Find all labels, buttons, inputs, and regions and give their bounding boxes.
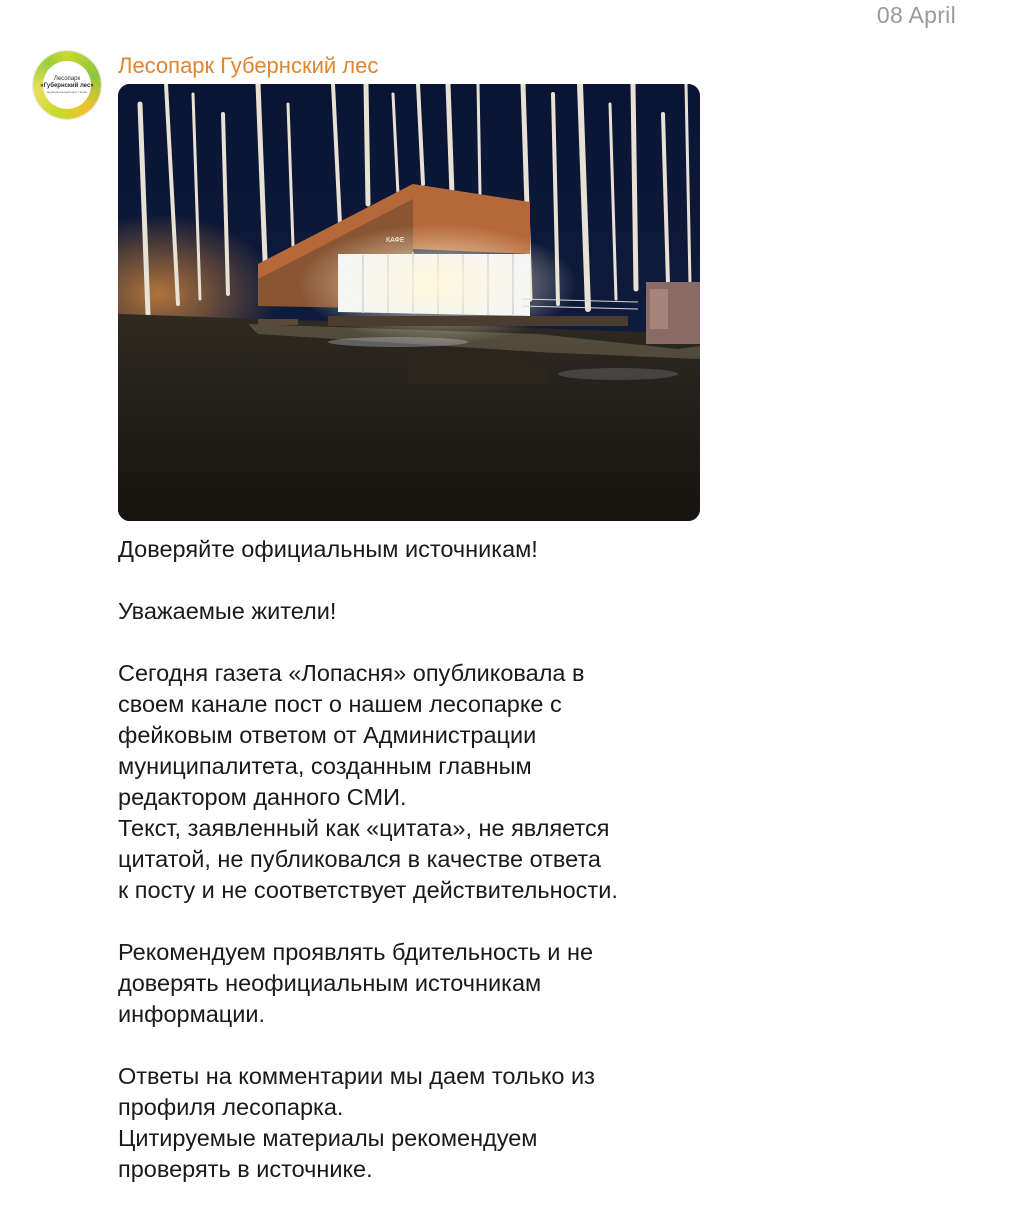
message-paragraph: Уважаемые жители! xyxy=(118,598,337,624)
message-paragraph: Ответы на комментарии мы даем только из профиля лесопарка. Цитируемые материалы рекомендуем проверять в источнике. xyxy=(118,1063,595,1182)
channel-avatar[interactable] xyxy=(32,50,102,120)
message-paragraph: Рекомендуем проявлять бдительность и не доверять неофициальным источникам информации. xyxy=(118,939,594,1027)
channel-name[interactable]: Лесопарк Губернский лес xyxy=(118,53,379,78)
message-paragraph: Сегодня газета «Лопасня» опубликовала в своем канале пост о нашем лесопарке с фейковым ответом от Администрации муниципалитета, созданным главным редактором данного СМИ. Текст, заявленный как «цитата», не является цитатой, не публиковался в качестве ответа к посту и не соответствует действительности. xyxy=(118,660,618,903)
avatar-logo xyxy=(40,61,94,109)
message-paragraph: Доверяйте официальным источникам! xyxy=(118,536,538,562)
post-photo[interactable] xyxy=(118,84,700,521)
photo-sign: КАФЕ xyxy=(386,237,405,244)
avatar-logo-line1: Лесопарк xyxy=(53,75,81,82)
avatar-logo-line3: муниципальный округ Чехов xyxy=(47,89,87,94)
message-date: 08 April xyxy=(876,2,956,28)
avatar-logo-line2: «Губернский лес» xyxy=(40,82,94,89)
post-message xyxy=(118,534,738,1216)
post-photo-image xyxy=(118,84,700,521)
